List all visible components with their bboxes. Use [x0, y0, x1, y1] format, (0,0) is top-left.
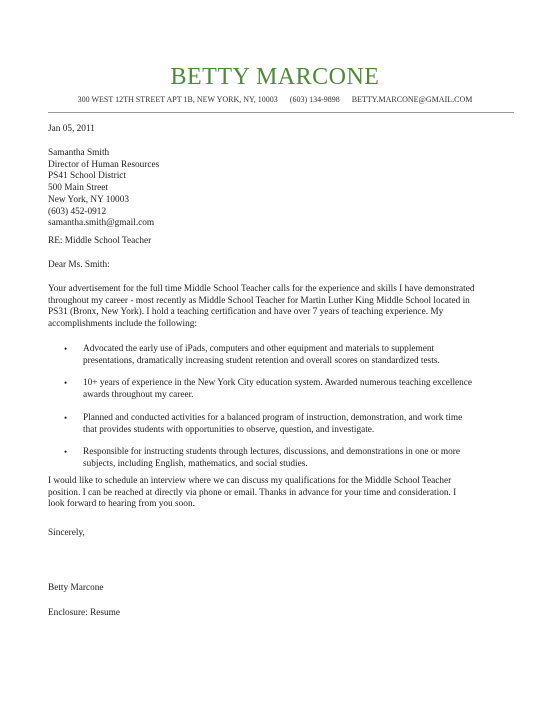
sign-off: Sincerely, [48, 528, 85, 538]
recipient-email: samantha.smith@gmail.com [48, 218, 155, 229]
closing-line: look forward to hearing from you soon. [48, 499, 195, 510]
closing-paragraph [48, 476, 514, 511]
letter-date: Jan 05, 2011 [48, 124, 95, 134]
sender-address: 300 WEST 12TH STREET APT 1B, NEW YORK, NY, 10003 [77, 95, 278, 104]
sender-email: BETTY.MARCONE@GMAIL.COM [351, 95, 473, 104]
bullet-icon: • [64, 344, 68, 354]
accomplishments-list [48, 344, 514, 471]
salutation: Dear Ms. Smith: [48, 260, 110, 270]
intro-paragraph [48, 284, 514, 331]
enclosure-note: Enclosure: Resume [48, 608, 121, 618]
recipient-title: Director of Human Resources [48, 159, 160, 170]
recipient-block [48, 148, 514, 230]
intro-line: accomplishments include the following: [48, 319, 197, 330]
list-item: • Responsible for instructing students through lectures, discussions, and demonstrations in one or more subjects, including English, mathematics, and social studies. [64, 447, 460, 469]
subject-line: RE: Middle School Teacher [48, 236, 152, 246]
sender-phone: (603) 134-9898 [289, 95, 340, 104]
intro-line: Your advertisement for the full time Middle School Teacher calls for the experience and skills I have demonstrated [48, 284, 475, 294]
list-item: • 10+ years of experience in the New York City education system. Awarded numerous teaching excellence awards throughout my career. [64, 378, 473, 401]
sender-contact-line [0, 95, 550, 104]
recipient-street: 500 Main Street [48, 183, 108, 194]
recipient-organization: PS41 School District [48, 171, 126, 182]
closing-line: I would like to schedule an interview where we can discuss my qualifications for the Middle School Teacher [48, 476, 452, 486]
sender-name: BETTY MARCONE [170, 64, 380, 90]
intro-line: throughout my career - most recently as Middle School Teacher for Martin Luther King Middle School located in [48, 295, 470, 306]
signature-name: Betty Marcone [48, 583, 104, 593]
list-item: • Advocated the early use of iPads, computers and other equipment and materials to supplement presentations, dramatically increasing student retention and overall scores on standardized tests. [64, 344, 440, 366]
list-item: • Planned and conducted activities for a balanced program of instruction, demonstration, and work time that provides students with opportunities to observe, question, and investigate. [64, 412, 463, 435]
bullet-icon: • [64, 378, 68, 389]
bullet-icon: • [64, 412, 68, 423]
recipient-name: Samantha Smith [48, 148, 110, 158]
recipient-phone: (603) 452-0912 [48, 206, 107, 217]
bullet-icon: • [64, 447, 68, 458]
closing-line: position. I can be reached at directly via phone or email. Thanks in advance for your time and consideration. I [48, 487, 457, 498]
recipient-city-state-zip: New York, NY 10003 [48, 194, 130, 205]
intro-line: PS31 (Bronx, New York). I hold a teaching certification and have over 7 years of teaching experience. My [48, 307, 444, 318]
header-divider [48, 112, 514, 113]
